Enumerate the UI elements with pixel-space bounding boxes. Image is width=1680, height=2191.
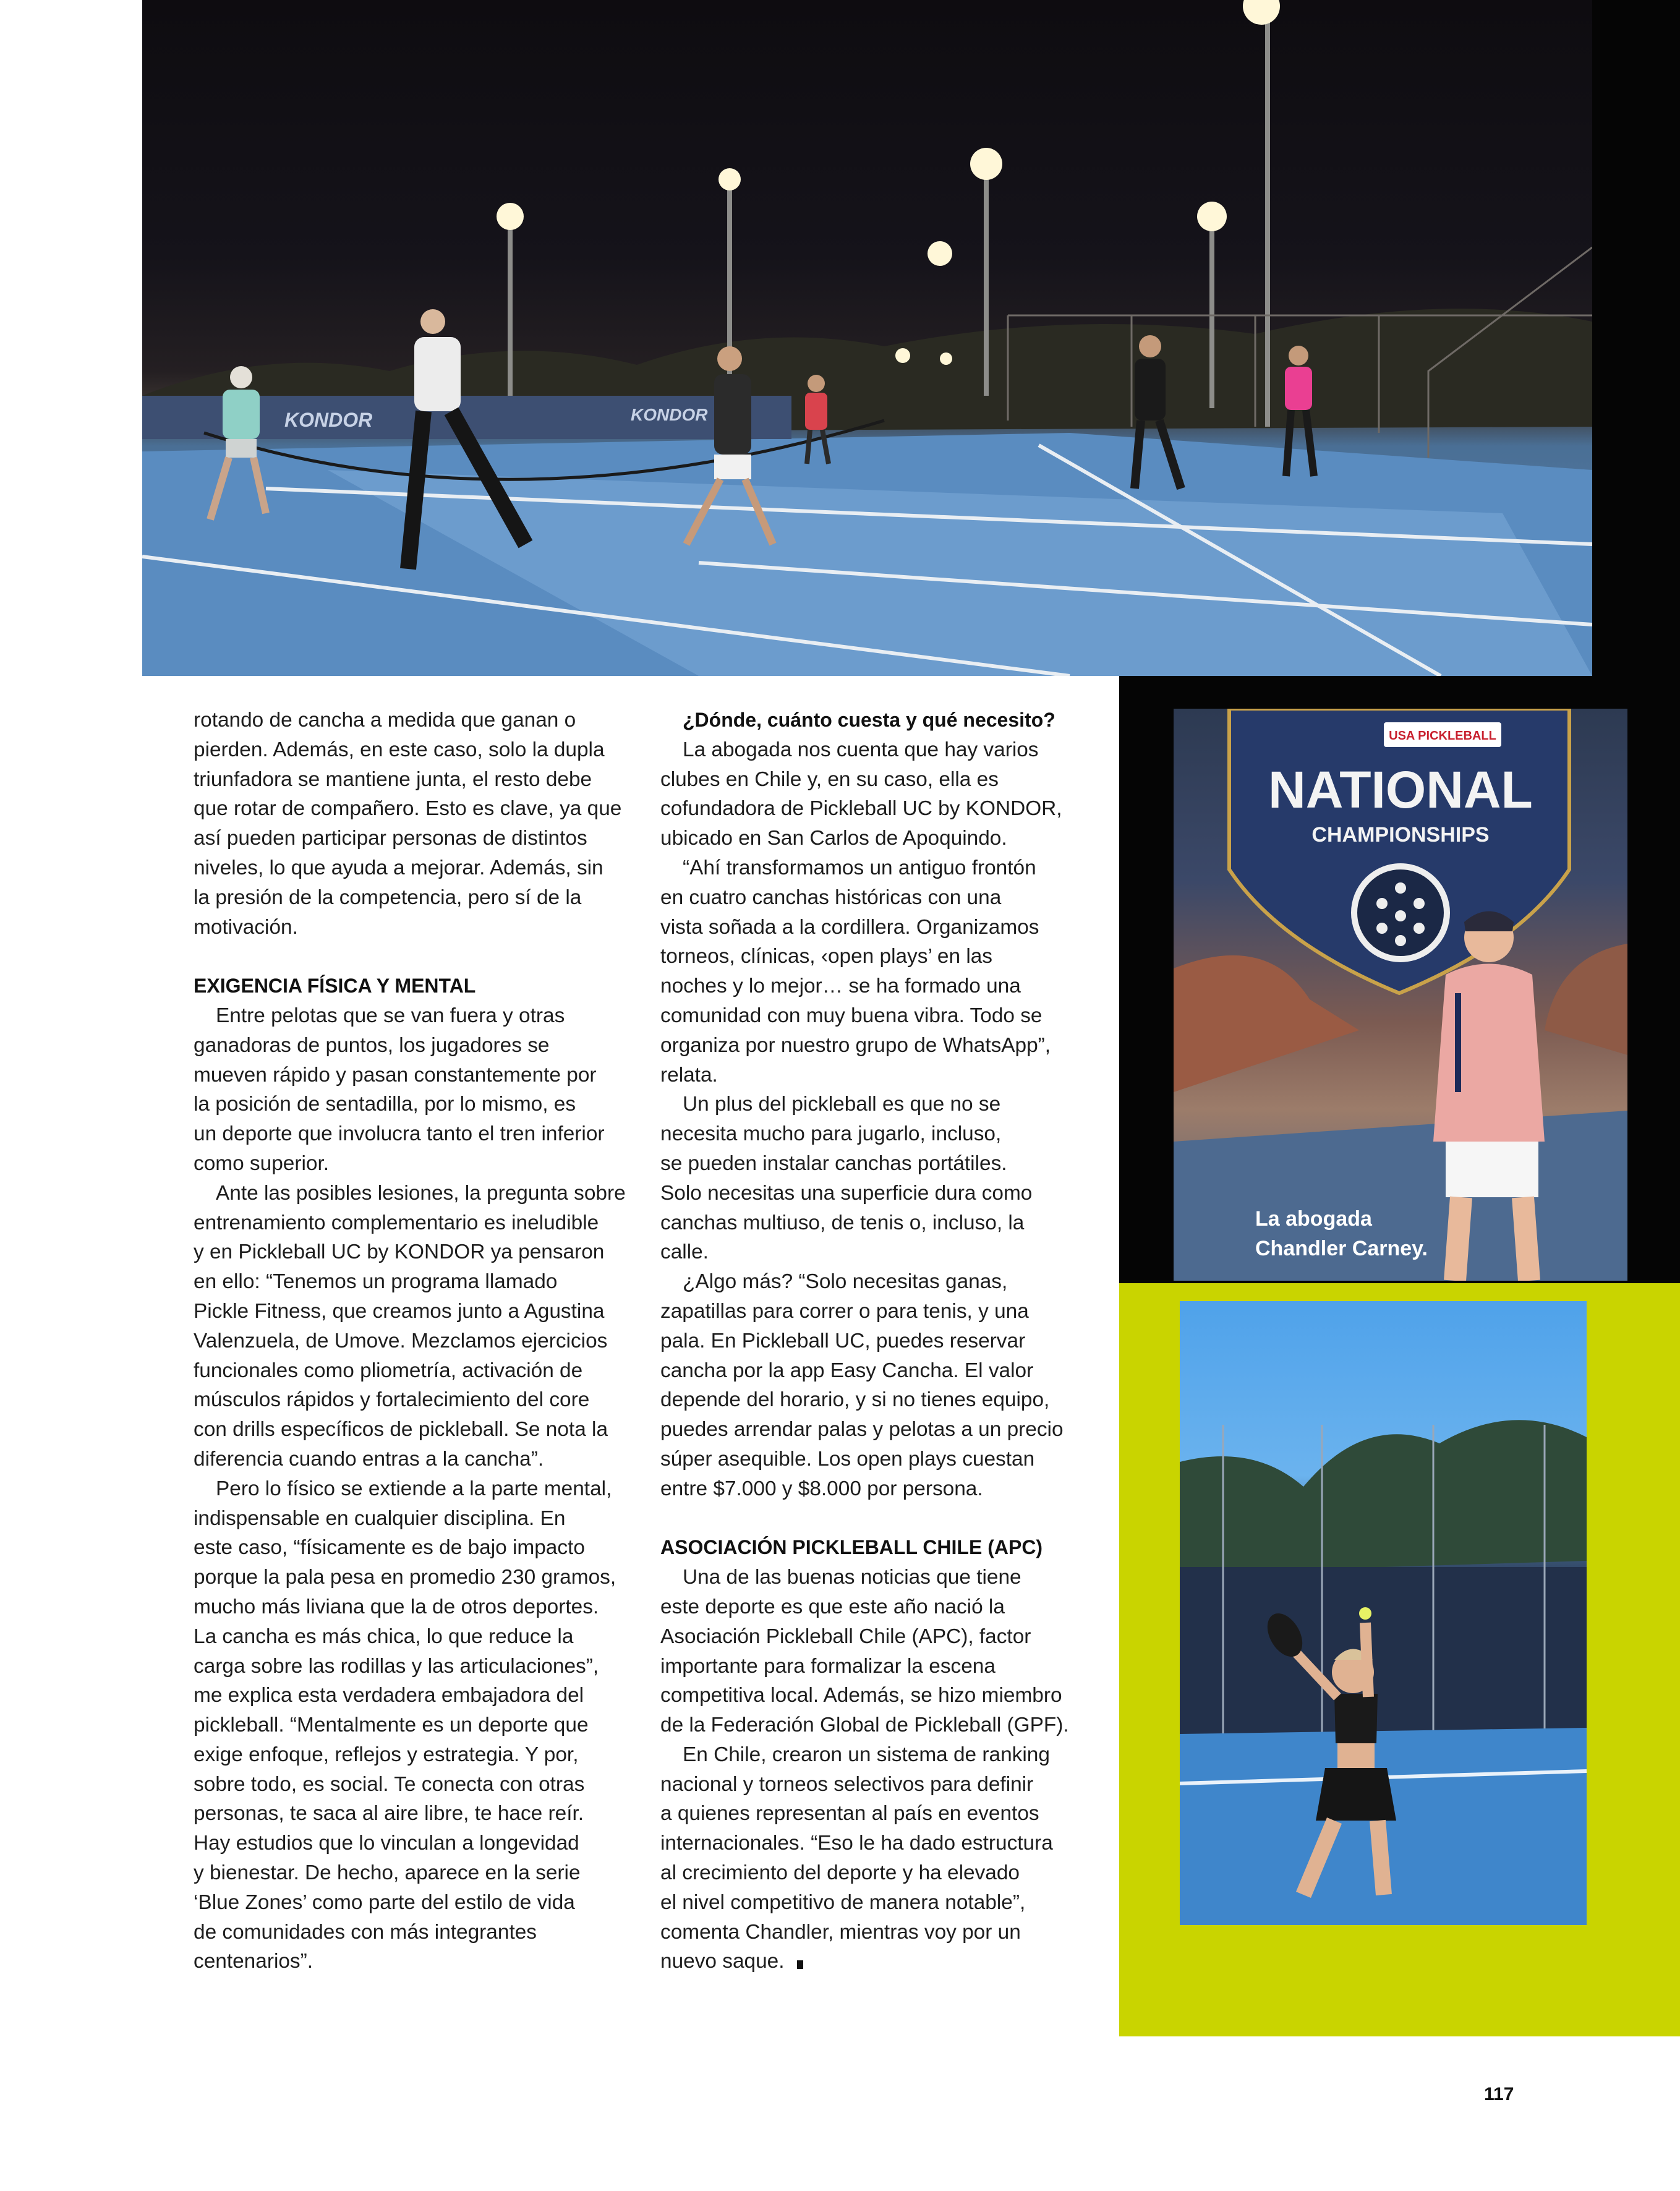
- hero-black-edge: [1592, 0, 1680, 676]
- middle-paragraph-3: Un plus del pickleball es que no se necesita mucho para jugarlo, incluso, se pueden instalar canchas portátiles. Solo necesitas una superficie dura como canchas multiuso, de tenis o, incluso, la calle.: [660, 1093, 1033, 1264]
- national-title: NATIONAL: [1268, 761, 1533, 819]
- middle-paragraph-5: Una de las buenas noticias que tiene este deporte es que este año nació la Asociación Pickleball Chile (APC), factor importante para formalizar la escena competitiva local. Además, se hizo miembro de la Federación Global de Pickleball (GPF).: [660, 1566, 1069, 1737]
- article-left-column: [194, 706, 626, 1976]
- left-paragraph-2: Entre pelotas que se van fuera y otras ganadoras de puntos, los jugadores se mueven rápido y pasan constantemente por la posición de sentadilla, por lo mismo, es un deporte que involucra tanto el tren inferior como superior.: [194, 1004, 605, 1175]
- kondor-banner-text-2: KONDOR: [631, 405, 708, 424]
- serve-photo-illustration: [1180, 1301, 1587, 1925]
- middle-paragraph-4: ¿Algo más? “Solo necesitas ganas, zapatillas para correr o para tenis, y una pala. En Pickleball UC, puedes reservar cancha por la app Easy Cancha. El valor depende del horario, y si no tienes equipo, puedes arrendar palas y pelotas a un precio súper asequible. Los open plays cuestan entre $7.000 y $8.000 por persona.: [660, 1270, 1064, 1500]
- left-paragraph-1: rotando de cancha a medida que ganan o pierden. Además, en este caso, solo la dupla triunfadora se mantiene junta, el resto debe que rotar de compañero. Esto es clave, ya que así pueden participar personas de distintos niveles, lo que ayuda a mejorar. Además, sin la presión de la competencia, pero sí de la motivación.: [194, 709, 622, 939]
- usa-pickleball-text: USA PICKLEBALL: [1389, 729, 1496, 743]
- hero-photo-night-courts: [142, 0, 1592, 676]
- mural-canyon-left: [1174, 955, 1359, 1092]
- photo-player-serving: [1180, 1301, 1587, 1925]
- article-middle-column: [660, 706, 1106, 1976]
- heading-exigencia: EXIGENCIA FÍSICA Y MENTAL: [194, 975, 476, 997]
- caption-text: La abogada Chandler Carney.: [1255, 1207, 1428, 1260]
- court-windscreen: [1180, 1567, 1587, 1740]
- nationals-photo-illustration: [1174, 709, 1627, 1281]
- middle-paragraph-2: “Ahí transformamos un antiguo frontón en cuatro canchas históricas con una vista soñada a la cordillera. Organizamos torneos, clínicas, ‹open plays’ en las noches y lo mejor… se ha formado una comunidad con muy buena vibra. Todo se organiza por nuestro grupo de WhatsApp”, relata.: [660, 856, 1051, 1087]
- middle-paragraph-1: La abogada nos cuenta que hay varios clubes en Chile y, en su caso, ella es cofundadora de Pickleball UC by KONDOR, ubicado en San Carlos de Apoquindo.: [660, 738, 1062, 850]
- kondor-banner-text-1: KONDOR: [284, 409, 373, 431]
- flood-lights: [497, 0, 1280, 365]
- hero-photo-illustration: [142, 0, 1592, 676]
- heading-asociacion: ASOCIACIÓN PICKLEBALL CHILE (APC): [660, 1536, 1043, 1559]
- middle-paragraph-6: [660, 1740, 1106, 1976]
- photo-caption: [1255, 1204, 1515, 1263]
- page-number: 117: [1484, 2084, 1514, 2104]
- mural-canyon-right: [1545, 944, 1627, 1055]
- heading-donde-cuanto: ¿Dónde, cuánto cuesta y qué necesito?: [683, 709, 1055, 731]
- left-paragraph-4: Pero lo físico se extiende a la parte mental, indispensable en cualquier disciplina. En este caso, “físicamente es de bajo impacto porque la pala pesa en promedio 230 gramos, mucho más liviana que la de otros deportes. La cancha es más chica, lo que reduce la carga sobre las rodillas y las articulaciones”, me explica esta verdadera embajadora del pickleball. “Mentalmente es un deporte que exige enfoque, reflejos y estrategia. Y por, sobre todo, es social. Te conecta con otras personas, te saca al aire libre, te hace reír. Hay estudios que lo vinculan a longevidad y bienestar. De hecho, aparece en la serie ‘Blue Zones’ como parte del estilo de vida de comunidades con más integrantes centenarios”.: [194, 1477, 616, 1973]
- championships-subtitle: CHAMPIONSHIPS: [1311, 823, 1490, 847]
- photo-chandler-carney-nationals: [1174, 709, 1627, 1281]
- middle-paragraph-6-text: En Chile, crearon un sistema de ranking nacional y torneos selectivos para definir a quienes representan al país en eventos internacionales. “Eso le ha dado estructura al crecimiento del deporte y ha elevado el nivel competitivo de manera notable”, comenta Chandler, mientras voy por un nuevo saque.: [660, 1743, 1053, 1973]
- trees: [1180, 1420, 1587, 1573]
- end-of-article-mark: [797, 1960, 803, 1969]
- left-paragraph-3: Ante las posibles lesiones, la pregunta sobre entrenamiento complementario es ineludible y en Pickleball UC by KONDOR ya pensaron en ello: “Tenemos un programa llamado Pickle Fitness, que creamos junto a Agustina Valenzuela, de Umove. Mezclamos ejercicios funcionales como pliometría, activación de músculos rápidos y fortalecimiento del core con drills específicos de pickleball. Se nota la diferencia cuando entras a la cancha”.: [194, 1181, 626, 1471]
